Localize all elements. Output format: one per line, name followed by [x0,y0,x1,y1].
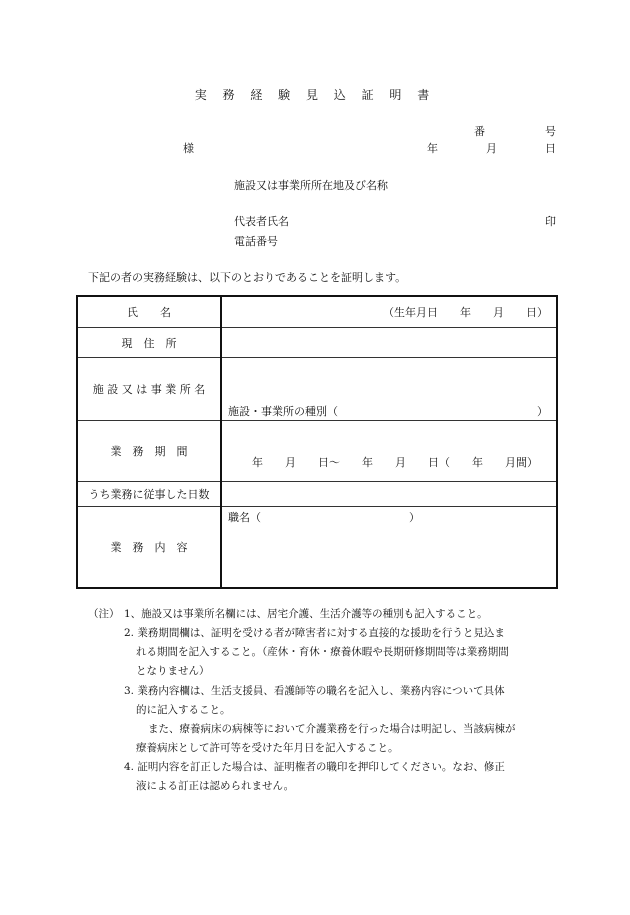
issuer-rep-label: 代表者氏名 [234,215,289,228]
period-field[interactable] [221,421,557,482]
content-field[interactable] [221,507,557,589]
facility-type-close: ） [537,405,548,418]
certificate-table [76,295,558,589]
days-field[interactable] [221,482,557,507]
table-row [77,482,557,507]
phone-label: 電話番号 [234,235,278,248]
note-3-line-2: 的に記入すること。 [136,704,231,716]
number-label: 番 [474,125,485,138]
table-row [77,507,557,589]
date-day: 日 [545,142,556,155]
issuer-address-label: 施設又は事業所所在地及び名称 [234,179,388,192]
birth-date-text: （生年月日 年 月 日） [383,306,548,319]
table-row [77,328,557,358]
number-suffix: 号 [545,125,556,138]
job-title-text: 職名（ [228,511,261,524]
table-row [77,296,557,328]
address-field[interactable] [221,328,557,358]
intro-text: 下記の者の実務経験は、以下のとおりであることを証明します。 [88,271,407,284]
table-row [77,358,557,421]
content-label: 業 務 内 容 [77,507,221,589]
period-label: 業 務 期 間 [77,421,221,482]
note-3-line-3: また、療養病床の病棟等において介護業務を行った場合は明記し、当該病棟が [148,723,516,735]
address-label: 現 住 所 [77,328,221,358]
note-2-line-1: 2. 業務期間欄は、証明を受ける者が障害者に対する直接的な援助を行うと見込ま [124,627,505,639]
facility-field[interactable] [221,358,557,421]
date-month: 月 [486,142,497,155]
facility-type-text: 施設・事業所の種別（ [228,405,338,418]
document-title: 実 務 経 験 見 込 証 明 書 [194,88,436,102]
seal-mark: 印 [545,215,556,228]
addressee-suffix: 様 [183,142,194,155]
days-label: うち業務に従事した日数 [77,482,221,507]
note-2-line-2: れる期間を記入すること。（産休・育休・療養休暇や長期研修期間等は業務期間 [136,646,509,658]
note-3-line-1: 3. 業務内容欄は、生活支援員、看護師等の職名を記入し、業務内容について具体 [124,685,505,697]
job-title-close: ） [409,511,420,524]
note-4-line-2: 液による訂正は認められません。 [136,780,295,792]
note-2-line-3: となりません） [136,665,210,677]
note-1: 1、施設又は事業所名欄には、居宅介護、生活介護等の種別も記入すること。 [124,608,488,620]
facility-label: 施 設 又 は 事 業 所 名 [77,358,221,421]
name-field[interactable] [221,296,557,328]
notes-prefix: （注） [88,608,120,620]
note-3-line-4: 療養病床として許可等を受けた年月日を記入すること。 [136,742,399,754]
name-label: 氏 名 [77,296,221,328]
date-year: 年 [427,142,438,155]
note-4-line-1: 4. 証明内容を訂正した場合は、証明権者の職印を押印してください。なお、修正 [124,761,505,773]
table-row [77,421,557,482]
period-text: 年 月 日〜 年 月 日（ 年 月間） [252,456,538,469]
